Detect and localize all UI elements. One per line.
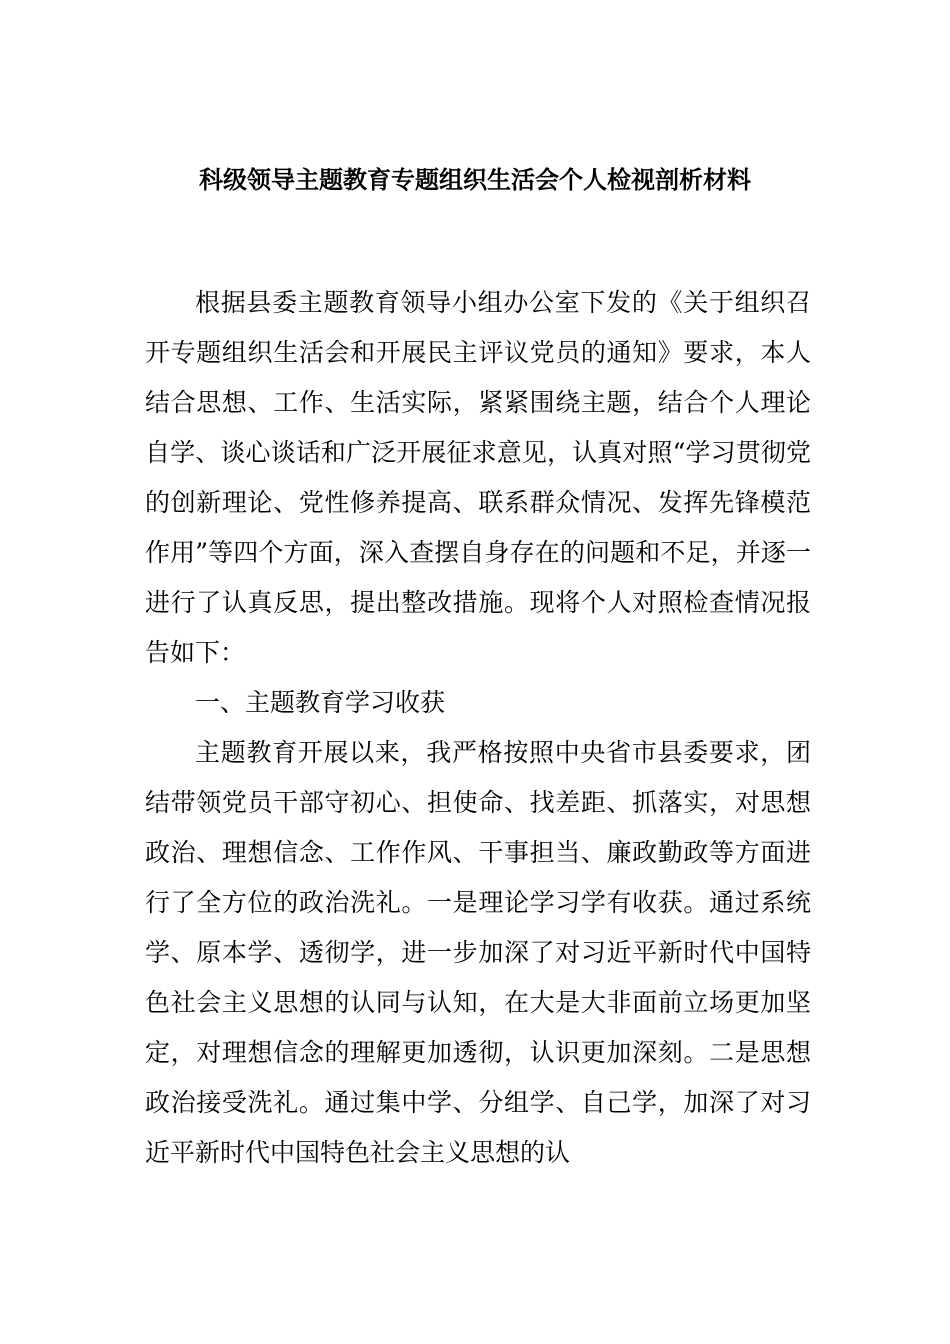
section-heading: 一、主题教育学习收获 bbox=[195, 688, 446, 717]
intro-paragraph: 根据县委主题教育领导小组办公室下发的《关于组织召开专题组织生活会和开展民主评议党员的通知》要求，本人结合思想、工作、生活实际，紧紧围绕主题，结合个人理论自学、谈心谈话和广泛开展征求意见，认真对照“学习贯彻党的创新理论、党性修养提高、联系群众情况、发挥先锋模范作用”等四个方面，深入查摆自身存在的问题和不足，并逐一进行了认真反思，提出整改措施。现将个人对照检查情况报告如下： bbox=[145, 288, 811, 667]
document-title: 科级领导主题教育专题组织生活会个人检视剖析材料 bbox=[199, 166, 751, 194]
section-paragraph: 主题教育开展以来，我严格按照中央省市县委要求，团结带领党员干部守初心、担使命、找差距、抓落实，对思想政治、理想信念、工作作风、干事担当、廉政勤政等方面进行了全方位的政治洗礼。一是理论学习学有收获。通过系统学、原本学、透彻学，进一步加深了对习近平新时代中国特色社会主义思想的认同与认知，在大是大非面前立场更加坚定，对理想信念的理解更加透彻，认识更加深刻。二是思想政治接受洗礼。通过集中学、分组学、自己学，加深了对习近平新时代中国特色社会主义思想的认 bbox=[145, 738, 811, 1167]
document-body bbox=[145, 278, 811, 1178]
